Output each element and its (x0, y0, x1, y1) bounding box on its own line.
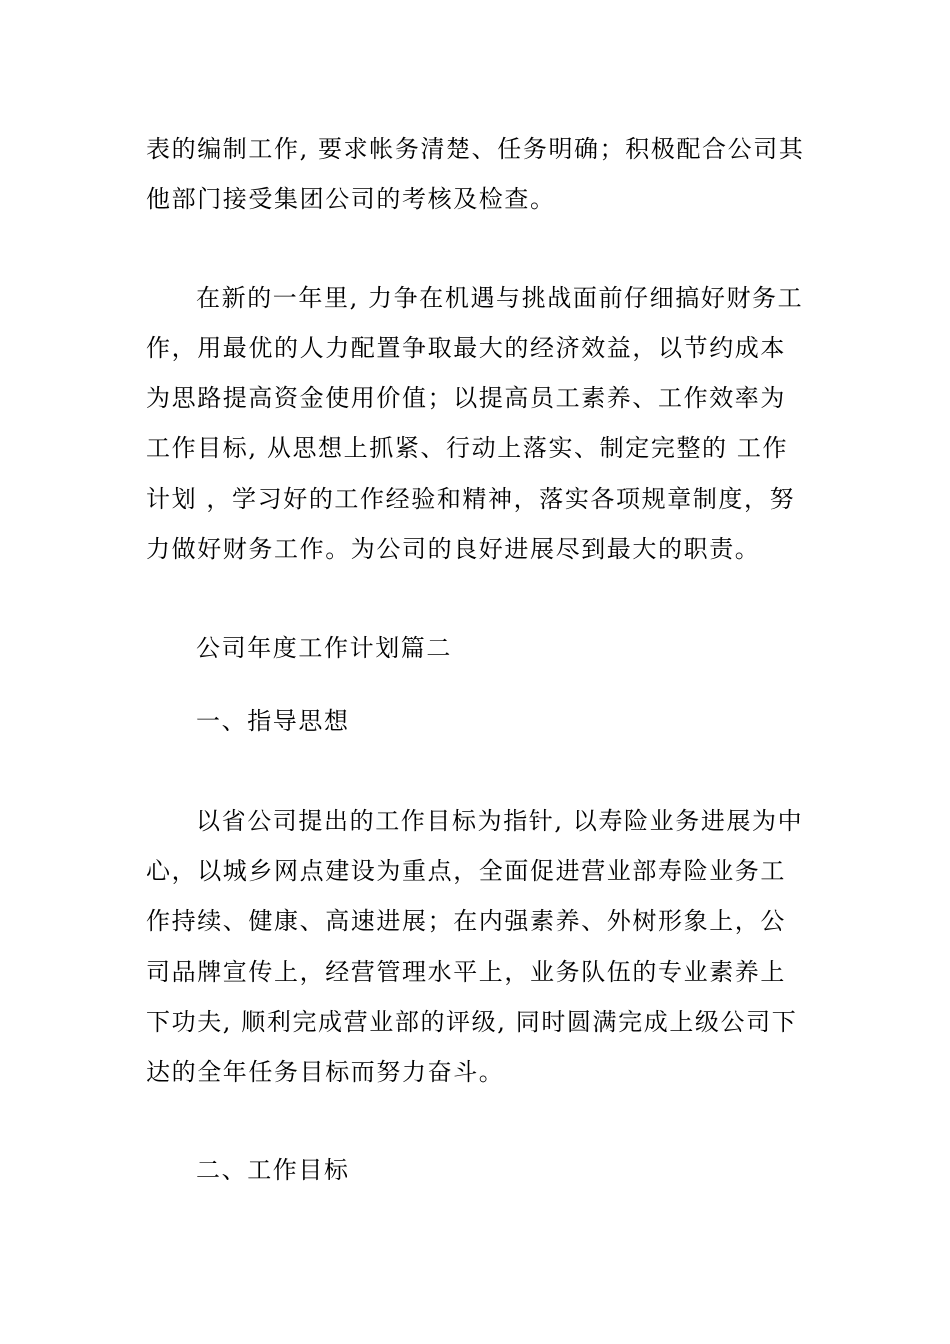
paragraph-line: 他部门接受集团公司的考核及检查。 (146, 185, 556, 213)
paragraph-line: 下功夫, 顺利完成营业部的评级, 同时圆满完成上级公司下 (146, 1008, 798, 1036)
paragraph-line: 以省公司提出的工作目标为指针, 以寿险业务进展为中 (196, 807, 804, 835)
section-heading: 二、工作目标 (196, 1156, 350, 1184)
paragraph-line: 在新的一年里, 力争在机遇与挑战面前仔细搞好财务工 (196, 284, 804, 312)
paragraph-line: 力做好财务工作。为公司的良好进展尽到最大的职责。 (146, 535, 761, 563)
paragraph-line: 达的全年任务目标而努力奋斗。 (146, 1058, 505, 1086)
paragraph-line: 作持续、健康、高速进展；在内强素养、外树形象上，公 (146, 907, 786, 935)
paragraph-line: 司品牌宣传上，经营管理水平上，业务队伍的专业素养上 (146, 958, 786, 986)
paragraph-line: 作，用最优的人力配置争取最大的经济效益，以节约成本 (146, 334, 786, 362)
paragraph-line: 心，以城乡网点建设为重点，全面促进营业部寿险业务工 (146, 857, 786, 885)
paragraph-line: 表的编制工作, 要求帐务清楚、任务明确；积极配合公司其 (146, 135, 805, 163)
paragraph-line: 为思路提高资金使用价值；以提高员工素养、工作效率为 (146, 384, 786, 412)
section-heading: 一、指导思想 (196, 707, 350, 735)
section-title: 公司年度工作计划篇二 (196, 634, 452, 662)
paragraph-line: 工作目标, 从思想上抓紧、行动上落实、制定完整的 工作 (146, 434, 789, 462)
paragraph-line: 计划 ，学习好的工作经验和精神，落实各项规章制度，努 (146, 485, 796, 513)
